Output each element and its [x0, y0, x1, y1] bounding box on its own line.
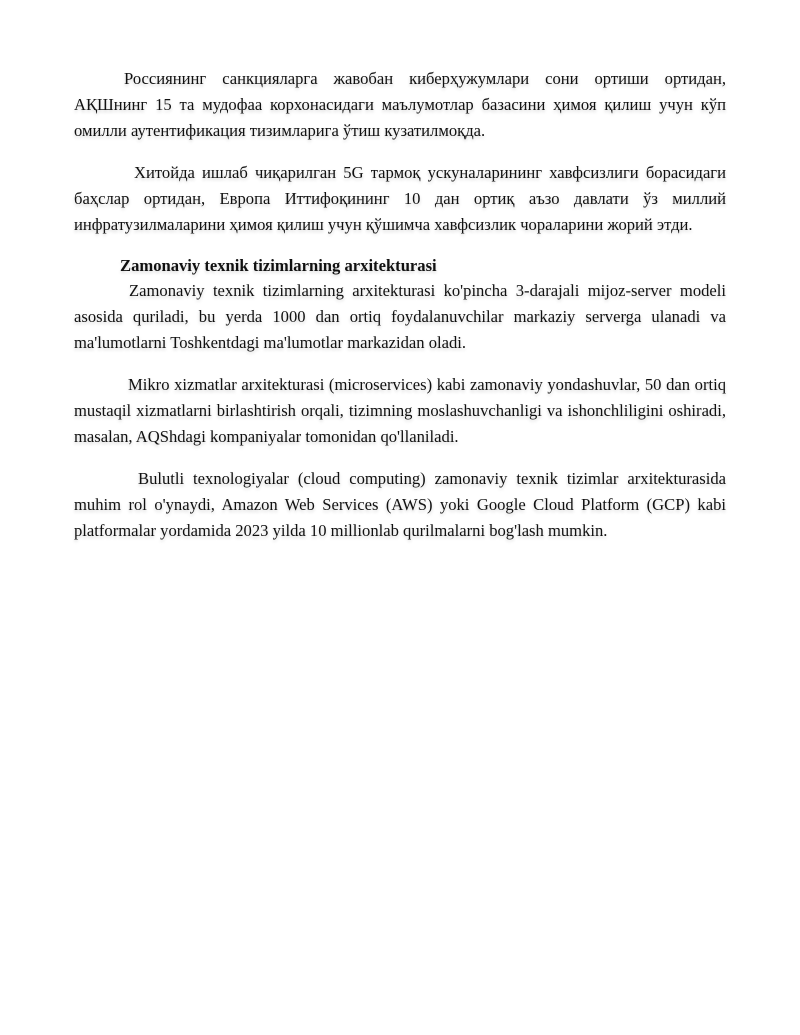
- paragraph-client-server: Zamonaviy texnik tizimlarning arxitekturasi ko'pincha 3-darajali mijoz-server modeli asosida quriladi, bu yerda 1000 dan ortiq foydalanuvchilar markaziy serverga ulanadi va ma'lumotlarni Toshkentdagi ma'lumotlar markazidan oladi.: [74, 281, 726, 352]
- section-heading: Zamonaviy texnik tizimlarning arxitekturasi: [120, 256, 437, 275]
- paragraph-microservices: Mikro xizmatlar arxitekturasi (microservices) kabi zamonaviy yondashuvlar, 50 dan ortiq mustaqil xizmatlarni birlashtirish orqali, tizimning moslashuvchanligi va ishonchliligini oshiradi, masalan, AQShdagi kompaniyalar tomonidan qo'llaniladi.: [74, 375, 726, 446]
- paragraph-5g-security: Хитойда ишлаб чиқарилган 5G тармоқ ускуналарининг хавфсизлиги борасидаги баҳслар ортидан, Европа Иттифоқининг 10 дан ортиқ аъзо давлати ўз миллий инфратузилмаларини ҳимоя қилиш учун қўшимча хавфсизлик чораларини жорий этди.: [74, 163, 726, 234]
- document-page: [74, 66, 726, 544]
- paragraph-cyber-attacks: Россиянинг санкцияларга жавобан киберҳужумлари сони ортиши ортидан, АҚШнинг 15 та мудофаа корхонасидаги маълумотлар базасини ҳимоя қилиш учун кўп омилли аутентификация тизимларига ўтиш кузатилмоқда.: [74, 69, 726, 140]
- paragraph-cloud: Bulutli texnologiyalar (cloud computing) zamonaviy texnik tizimlar arxitekturasida muhim rol o'ynaydi, Amazon Web Services (AWS) yoki Google Cloud Platform (GCP) kabi platformalar yordamida 2023 yilda 10 millionlab qurilmalarni bog'lash mumkin.: [74, 469, 726, 540]
